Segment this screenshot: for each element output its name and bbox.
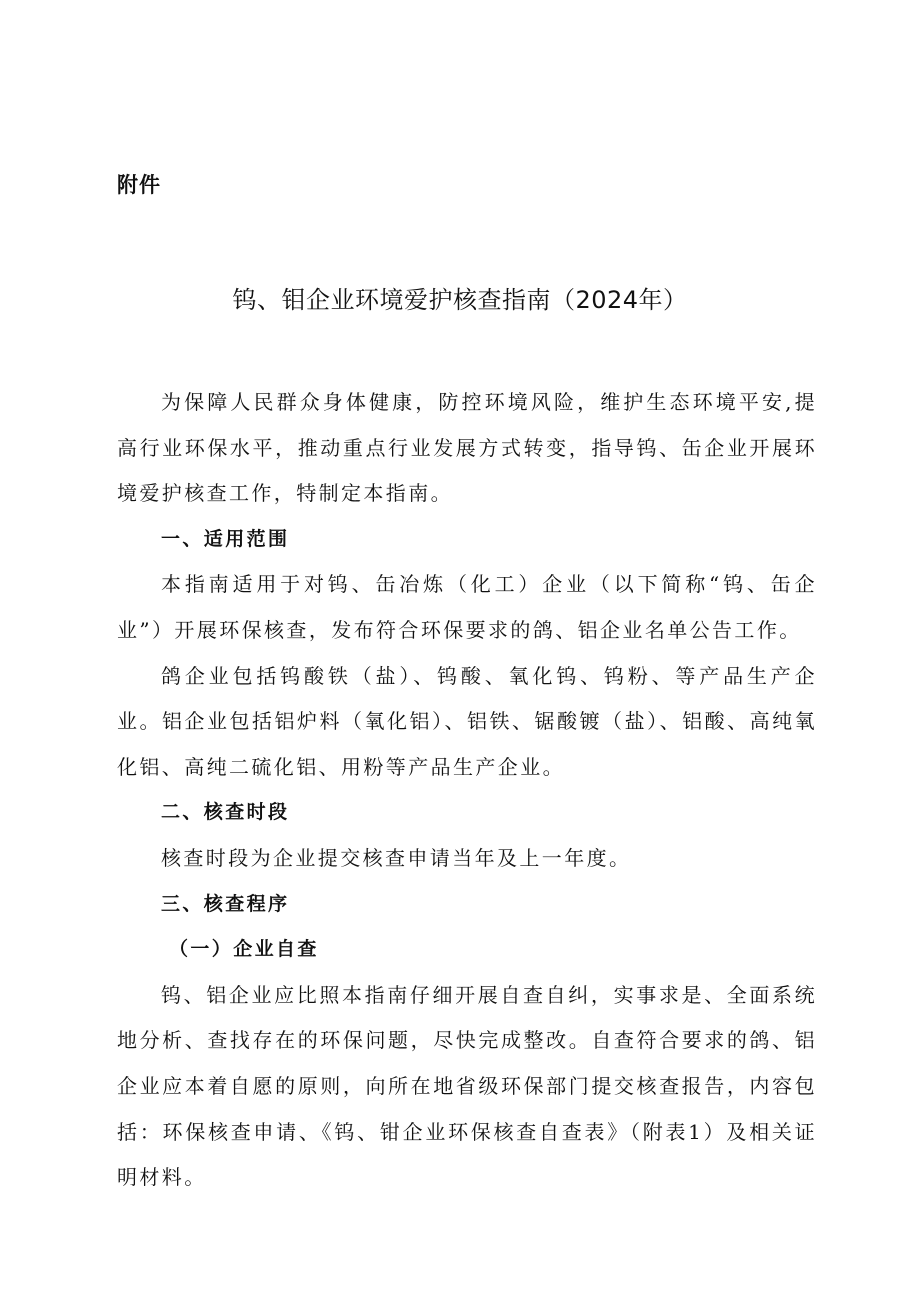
scope-paragraph-2: 鸽企业包括钨酸铁（盐）、钨酸、氧化钨、钨粉、等产品生产企业。铝企业包括铝炉料（氧化铝）、铝铁、锯酸镀（盐）、铝酸、高纯氧化铝、高纯二硫化铝、用粉等产品生产企业。 xyxy=(117,663,817,779)
document-body xyxy=(117,380,817,1201)
scope-paragraph-1: 本指南适用于对钨、缶冶炼（化工）企业（以下简称“钨、缶企业”）开展环保核查，发布符合环保要求的鸽、铝企业名单公告工作。 xyxy=(117,572,817,642)
section-heading-procedure: 三、核查程序 xyxy=(161,892,290,915)
attachment-label: 附件 xyxy=(117,173,161,197)
subsection-heading-self-check: （一）企业自查 xyxy=(169,938,319,961)
section-heading-period: 二、核查时段 xyxy=(161,801,290,824)
section-heading-scope: 一、适用范围 xyxy=(161,527,290,550)
period-paragraph: 核查时段为企业提交核查申请当年及上一年度。 xyxy=(161,845,632,870)
document-title: 钨、钼企业环境爱护核查指南（2024年） xyxy=(232,286,688,314)
self-check-paragraph: 钨、铝企业应比照本指南仔细开展自查自纠，实事求是、全面系统地分析、查找存在的环保问题，尽快完成整改。自查符合要求的鸽、铝企业应本着自愿的原则，向所在地省级环保部门提交核查报告，内容包括：环保核查申请、《钨、钳企业环保核查自查表》（附表1）及相关证明材料。 xyxy=(117,982,817,1190)
intro-paragraph: 为保障人民群众身体健康，防控环境风险，维护生态环境平安,提高行业环保水平，推动重点行业发展方式转变，指导钨、缶企业开展环境爱护核查工作，特制定本指南。 xyxy=(117,390,817,506)
